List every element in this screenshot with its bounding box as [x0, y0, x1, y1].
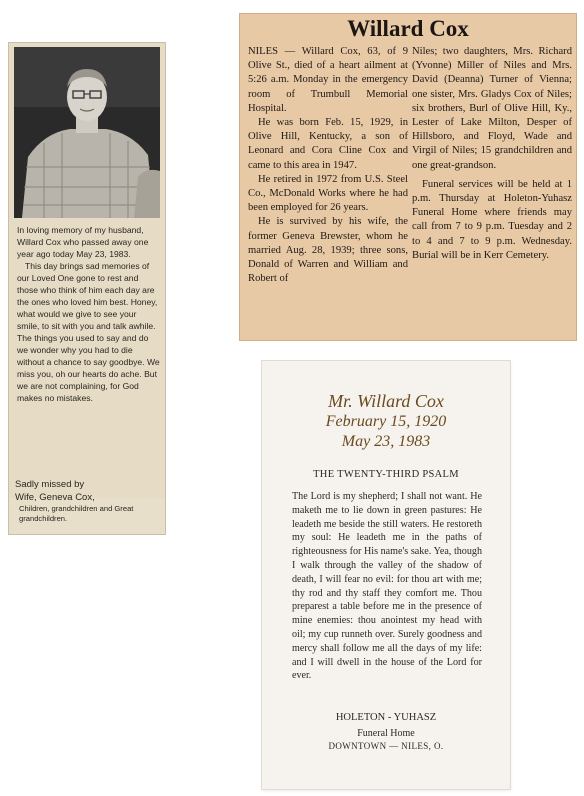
portrait-photo	[14, 47, 160, 218]
psalm-text: The Lord is my shepherd; I shall not want. He maketh me to lie down in green pastures: He leadeth me beside the still waters. He restoreth my soul: He leadeth me in the paths of righteousness for His name's sake. Yea, though I walk through the valley of the shadow of death, I will fear no evil: for thou art with me; thy rod and thy staff they comfort me. Thou preparest a table before me in the presence of mine enemies: thou anointest my head with oil; my cup runneth over. Surely goodness and mercy shall follow me all the days of my life: and I will dwell in the house of the Lord for ever.	[292, 491, 482, 682]
obituary-clipping	[240, 14, 576, 340]
obituary-paragraph: He is survived by his wife, the former Geneva Brewster, whom he married Aug. 28, 1939; three sons, Donald of Warren and William and Robert of	[248, 216, 408, 285]
obituary-title: Willard Cox	[347, 16, 469, 41]
signature-block	[9, 479, 165, 534]
obituary-paragraph: Niles; two daughters, Mrs. Richard (Yvonne) Miller of Niles and Mrs. David (Deanna) Turner of Vienna; one sister, Mrs. Gladys Cox of Niles; six brothers, Burl of Olive Hill, Ky., Lester of Lake Milton, Desper of Hillsboro, and Floyd, Wade and Virgil of Niles; 15 grandchildren and one great-grandson.	[412, 46, 572, 171]
memorial-verse	[17, 224, 161, 404]
psalm-title: THE TWENTY-THIRD PSALM	[313, 469, 459, 480]
obituary-paragraph: Funeral services will be held at 1 p.m. Thursday at Holeton-Yuhasz Funeral Home where friends may call from 7 to 9 p.m. Tuesday and 2 to 4 and 7 to 9 p.m. Wednesday. Burial will be in Kerr Cemetery.	[412, 178, 572, 261]
card-name: Mr. Willard Cox	[328, 391, 444, 411]
funeral-home-location: DOWNTOWN — NILES, O.	[328, 741, 444, 751]
birth-date: February 15, 1920	[325, 413, 447, 430]
prayer-card	[262, 361, 510, 789]
obituary-paragraph: He retired in 1972 from U.S. Steel Co., McDonald Works where he had been employed for 26 years.	[248, 173, 408, 214]
death-date: May 23, 1983	[341, 433, 431, 450]
memorial-paragraph: This day brings sad memories of our Loved One gone to rest and those who think of him each day are the ones who loved him best. Honey, what would we give to see your smile, to sit with you and talk awhile. The things you used to say and do we wonder why you had to die without a chance to say goodbye. We miss you, oh our hearts do ache. But we are not complaining, for God makes no mistakes.	[17, 261, 160, 403]
funeral-home-name: HOLETON - YUHASZ	[335, 712, 437, 723]
obituary-paragraph: NILES — Willard Cox, 63, of 9 Olive St., died of a heart ailment at 5:26 a.m. Monday in the emergency room of Trumbull Memorial Hospital.	[248, 46, 408, 114]
obituary-column-left	[248, 45, 408, 286]
memorial-clipping	[9, 43, 165, 534]
wife-name: Wife, Geneva Cox,	[15, 492, 95, 503]
sadly-missed-label: Sadly missed by	[15, 479, 85, 490]
funeral-home-label: Funeral Home	[357, 728, 415, 739]
family-list: Children, grandchildren and Great grandchildren.	[19, 504, 134, 523]
obituary-column-right	[412, 45, 572, 263]
memorial-paragraph: In loving memory of my husband, Willard Cox who passed away one year ago today May 23, 1983.	[17, 225, 149, 259]
obituary-paragraph: He was born Feb. 15, 1929, in Olive Hill, Kentucky, a son of Leonard and Cora Cline Cox and came to this area in 1947.	[248, 117, 408, 171]
